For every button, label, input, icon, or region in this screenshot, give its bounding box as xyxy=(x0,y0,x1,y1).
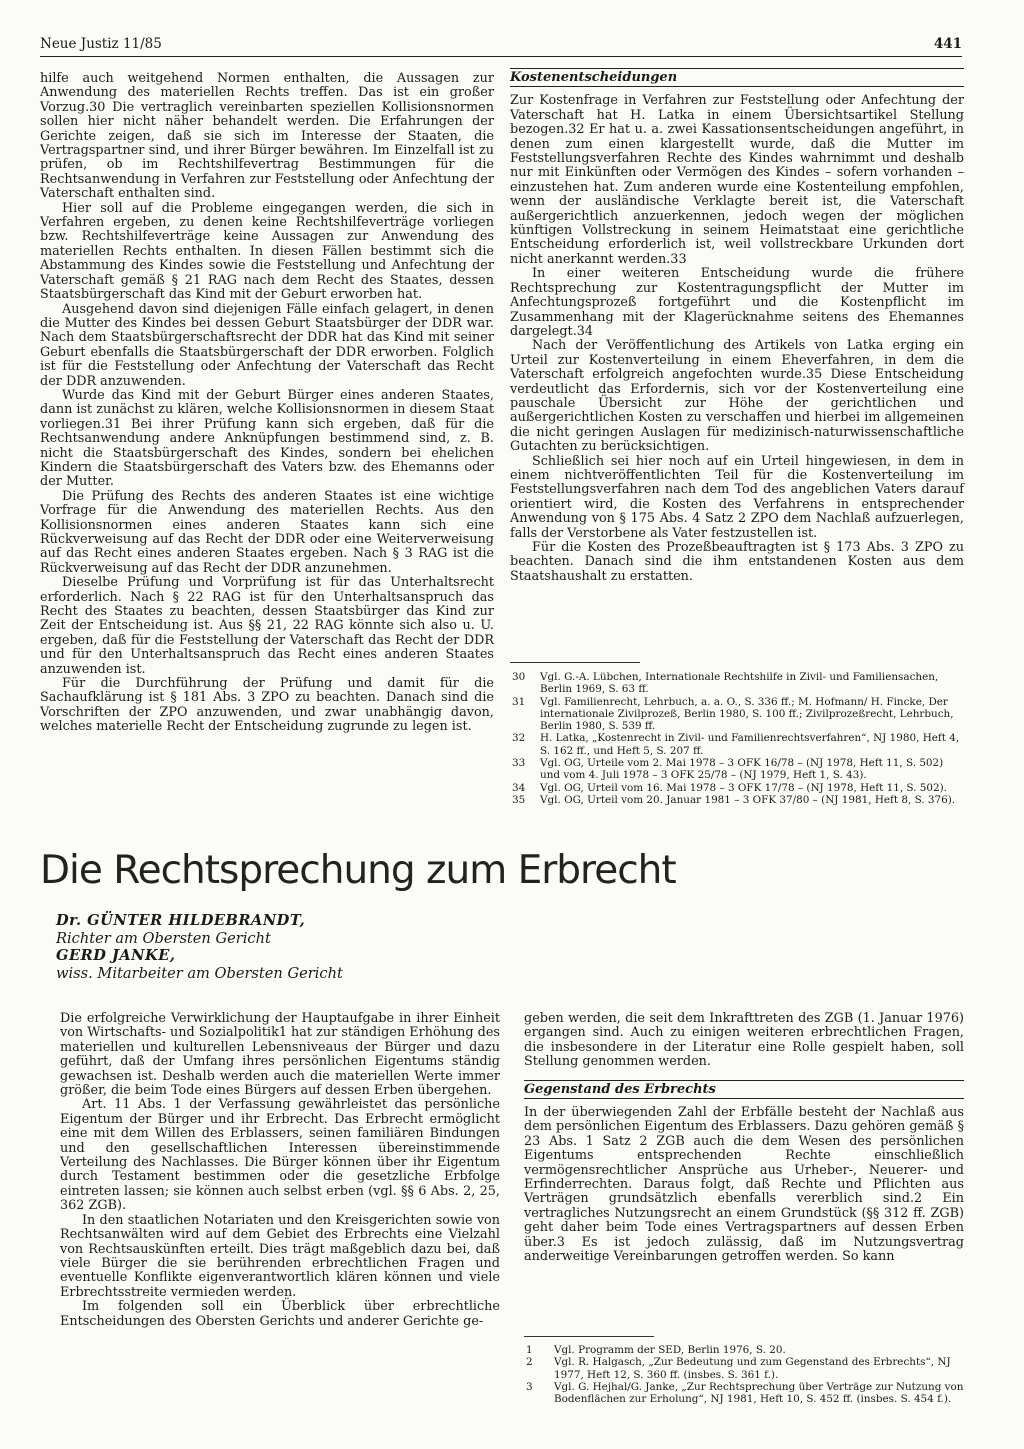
paragraph: hilfe auch weitgehend Normen enthalten, die Aussagen zur Anwendung des materiellen Rechts treffen. Das ist ein großer Vorzug.30 Die vertraglich vereinbarten speziellen Kollisionsnormen sollen hier nicht näher behandelt werden. Die Erfahrungen der Gerichte zeigen, daß sie sich im Interesse der Staaten, die Vertragspartner sind, und ihrer Bürger bewähren. Im Einzelfall ist zu prüfen, ob im Rechtshilfevertrag Bestimmungen für die Rechtsanwendung in Verfahren zur Feststellung oder Anfechtung der Vaterschaft enthalten sind. xyxy=(40,71,494,202)
paragraph: Die erfolgreiche Verwirklichung der Hauptaufgabe in ihrer Einheit von Wirtschafts- und Sozialpolitik1 hat zur ständigen Erhöhung des materiellen und kulturellen Lebensniveaus der Bürger und dazu geführt, daß der Umfang ihres persönlichen Eigentums ständig gewachsen ist. Deshalb werden auch die materiellen Werte immer größer, die beim Tode eines Bürgers auf dessen Erben übergehen. xyxy=(60,1011,500,1099)
footnote: 3 Vgl. G. Hejhal/G. Janke, „Zur Rechtsprechung über Verträge zur Nutzung von Bodenflächen zur Erholung“, NJ 1981, Heft 10, S. 452 ff. (insbes. S. 454 f.). xyxy=(526,1380,964,1406)
author-role: wiss. Mitarbeiter am Obersten Gericht xyxy=(56,964,343,982)
footnote: 1 Vgl. Programm der SED, Berlin 1976, S. 20. xyxy=(526,1344,786,1356)
footnote: 30 Vgl. G.-A. Lübchen, Internationale Rechtshilfe in Zivil- und Familiensachen, Berlin 1969, S. 63 ff. xyxy=(512,671,939,696)
paragraph: Zur Kostenfrage in Verfahren zur Feststellung oder Anfechtung der Vaterschaft hat H. Latka in einem Übersichtsartikel Stellung bezogen.32 Er hat u. a. zwei Kassationsentscheidungen angeführt, in denen zum einen klargestellt wurde, daß die Mutter im Feststellungsverfahren Rechte des Kindes wahrnimmt und deshalb nur mit Einkünften oder Vermögen des Kindes – sofern vorhanden – einzustehen hat. Zum anderen wurde eine Kostenteilung empfohlen, wenn der ausländische Verklagte bereit ist, die Vaterschaft außergerichtlich anzuerkennen, jedoch wegen der möglichen künftigen Vollstreckung in seinem Heimatstaat eine gerichtliche Entscheidung erforderlich ist, weil vollstreckbare Urkunden dort nicht anerkannt werden.33 xyxy=(510,93,964,267)
right-column-top xyxy=(510,68,964,584)
article-title: Die Rechtsprechung zum Erbrecht xyxy=(40,848,676,893)
section-heading-erbrecht: Gegenstand des Erbrechts xyxy=(524,1080,964,1099)
paragraph: Die Prüfung des Rechts des anderen Staates ist eine wichtige Vorfrage für die Anwendung des materiellen Rechts. Aus den Kollisionsnormen eines anderen Staates kann sich eine Rückverweisung auf das Recht der DDR oder eine Weiterverweisung auf das Recht eines anderen Staates ergeben. Nach § 3 RAG ist die Rückverweisung auf das Recht der DDR anzunehmen. xyxy=(40,488,494,576)
paragraph: Nach der Veröffentlichung des Artikels von Latka erging ein Urteil zur Kostenverteilung in einem Eheverfahren, in dem die Vaterschaft erfolgreich angefochten wurde.35 Diese Entscheidung verdeutlicht das Erfordernis, sich vor der Kostenverteilung eine pauschale Übersicht zur Höhe der gerichtlichen und außergerichtlichen Kosten zu verschaffen und hierbei im allgemeinen die nicht geringen Auslagen für medizinisch-naturwissenschaftliche Gutachten zu berücksichtigen. xyxy=(510,338,964,455)
paragraph: Schließlich sei hier noch auf ein Urteil hingewiesen, in dem in einem nichtveröffentlichten Teil für die Kostenverteilung im Feststellungsverfahren nach dem Tod des angeblichen Vaters darauf orientiert wird, die Kosten des Verfahrens in entsprechender Anwendung von § 175 Abs. 4 Satz 2 ZPO dem Nachlaß aufzuerlegen, falls der Verstorbene als Vater festzustellen ist. xyxy=(510,453,964,541)
paragraph: Im folgenden soll ein Überblick über erbrechtliche Entscheidungen des Obersten Gerichts und anderer Gerichte ge- xyxy=(60,1299,500,1329)
section-heading-kosten: Kostenentscheidungen xyxy=(510,68,964,87)
journal-issue: Neue Justiz 11/85 xyxy=(40,36,162,52)
page-header xyxy=(40,36,962,57)
paragraph: geben werden, die seit dem Inkrafttreten des ZGB (1. Januar 1976) ergangen sind. Auch zu einigen weiteren erbrechtlichen Fragen, die insbesondere in der Literatur eine Rolle gespielt haben, soll Stellung genommen werden. xyxy=(524,1011,964,1070)
paragraph: Für die Kosten des Prozeßbeauftragten ist § 173 Abs. 3 ZPO zu beachten. Danach sind die ihm entstandenen Kosten aus dem Staatshaushalt zu erstatten. xyxy=(510,540,964,584)
author-role: Richter am Obersten Gericht xyxy=(56,929,271,947)
paragraph: Hier soll auf die Probleme eingegangen werden, die sich in Verfahren ergeben, zu denen keine Rechtshilfeverträge vorliegen bzw. Rechtshilfeverträge keine Aussagen zur Anwendung des materiellen Rechts enthalten. In diesen Fällen bestimmt sich die Abstammung des Kindes sowie die Feststellung und Anfechtung der Vaterschaft gemäß § 21 RAG nach dem Recht des Staates, dessen Staatsbürgerschaft das Kind mit der Geburt erworben hat. xyxy=(40,200,494,303)
paragraph: Art. 11 Abs. 1 der Verfassung gewährleistet das persönliche Eigentum der Bürger und ihr Erbrecht. Das Erbrecht ermöglicht eine mit dem Willen des Erblassers, seinen familiären Bindungen und den gesellschaftlichen Interessen übereinstimmende Verteilung des Nachlasses. Die Bürger können über ihr Eigentum durch Testament bestimmen oder die gesetzliche Erbfolge eintreten lassen; sie können auch selbst erben (vgl. §§ 6 Abs. 2, 25, 362 ZGB). xyxy=(60,1097,500,1214)
footnote-divider xyxy=(510,662,640,663)
footnote: 32 H. Latka, „Kostenrecht in Zivil- und Familienrechtsverfahren“, NJ 1980, Heft 4, S. 162 ff., und Heft 5, S. 207 ff. xyxy=(512,732,960,757)
paragraph: Ausgehend davon sind diejenigen Fälle einfach gelagert, in denen die Mutter des Kindes bei dessen Geburt Staatsbürger der DDR war. Nach dem Staatsbürgerschaftsrecht der DDR hat das Kind mit seiner Geburt ebenfalls die Staatsbürgerschaft der DDR erworben. Folglich ist für die Feststellung oder Anfechtung der Vaterschaft das Recht der DDR anzuwenden. xyxy=(40,301,494,389)
paragraph: Für die Durchführung der Prüfung und damit für die Sachaufklärung ist § 181 Abs. 3 ZPO zu beachten. Danach sind die Vorschriften der ZPO anzuwenden, und zwar unabhängig davon, welches materielle Recht der Entscheidung zugrunde zu legen ist. xyxy=(40,676,494,735)
paragraph: In der überwiegenden Zahl der Erbfälle besteht der Nachlaß aus dem persönlichen Eigentum des Erblassers. Dazu gehören gemäß § 23 Abs. 1 Satz 2 ZGB auch die dem Wesen des persönlichen Eigentums entsprechenden Rechte einschließlich vermögensrechtlicher Ansprüche aus Urheber-, Neuerer- und Erfinderrechten. Daraus folgt, daß Rechte und Pflichten aus Verträgen grundsätzlich ebenfalls vererblich sind.2 Ein vertragliches Nutzungsrecht an einem Grundstück (§§ 312 ff. ZGB) geht daher beim Tode eines Vertragspartners auf dessen Erben über.3 Es ist jedoch zulässig, daß im Nutzungsvertrag anderweitige Vereinbarungen getroffen werden. So kann xyxy=(524,1105,964,1265)
paragraph: In den staatlichen Notariaten und den Kreisgerichten sowie von Rechtsanwälten wird auf dem Gebiet des Erbrechts eine Vielzahl von Rechtsauskünften erteilt. Dies trägt maßgeblich dazu bei, daß viele Bürger die sie berührenden erbrechtlichen Fragen und eventuelle Konflikte eigenverantwortlich klären können und viele Erbrechtsstreite vermieden werden. xyxy=(60,1212,500,1300)
paragraph: Wurde das Kind mit der Geburt Bürger eines anderen Staates, dann ist zunächst zu klären, welche Kollisionsnormen in diesem Staat vorliegen.31 Bei ihrer Prüfung kann sich ergeben, daß für die Rechtsanwendung andere Anknüpfungen bestimmend sind, z. B. nicht die Staatsbürgerschaft des Kindes, sondern bei ehelichen Kindern die Staatsbürgerschaft des Vaters bzw. des Ehemanns oder der Mutter. xyxy=(40,387,494,490)
footnote: 31 Vgl. Familienrecht, Lehrbuch, a. a. O., S. 336 ff.; M. Hofmann/ H. Fincke, Der internationale Zivilprozeß, Berlin 1980, S. 100 ff.; Zivilprozeßrecht, Lehrbuch, Berlin 1980, S. 539 ff. xyxy=(512,695,954,733)
right-column-bottom xyxy=(524,1012,964,1265)
article-authors xyxy=(56,912,343,982)
author-name: GERD JANKE, xyxy=(56,947,176,964)
left-column-top xyxy=(40,72,494,735)
footnotes-top xyxy=(512,671,964,806)
footnote: 34 Vgl. OG, Urteil vom 16. Mai 1978 – 3 OFK 17/78 – (NJ 1978, Heft 11, S. 502). xyxy=(512,781,947,794)
footnotes-bottom xyxy=(526,1344,964,1405)
footnote-divider xyxy=(524,1336,654,1337)
page-number: 441 xyxy=(933,36,962,52)
paragraph: In einer weiteren Entscheidung wurde die frühere Rechtsprechung zur Kostentragungspflicht der Mutter im Anfechtungsprozeß fortgeführt und die Kostenpflicht im Zusammenhang mit der Klagerücknahme seitens des Ehemannes dargelegt.34 xyxy=(510,266,964,339)
footnote: 2 Vgl. R. Halgasch, „Zur Bedeutung und zum Gegenstand des Erbrechts“, NJ 1977, Heft 12, S. 360 ff. (insbes. S. 361 f.). xyxy=(526,1356,951,1381)
footnote: 33 Vgl. OG, Urteile vom 2. Mai 1978 – 3 OFK 16/78 – (NJ 1978, Heft 11, S. 502) und vom 4. Juli 1978 – 3 OFK 25/78 – (NJ 1979, Heft 1, S. 43). xyxy=(512,757,944,782)
left-column-bottom xyxy=(60,1012,500,1329)
footnote: 35 Vgl. OG, Urteil vom 20. Januar 1981 – 3 OFK 37/80 – (NJ 1981, Heft 8, S. 376). xyxy=(512,793,956,806)
author-name: Dr. GÜNTER HILDEBRANDT, xyxy=(56,912,306,929)
paragraph: Dieselbe Prüfung und Vorprüfung ist für das Unterhaltsrecht erforderlich. Nach § 22 RAG ist für den Unterhaltsanspruch das Recht des Staates zu beachten, dessen Staatsbürger das Kind zur Zeit der Entscheidung ist. Aus §§ 21, 22 RAG könnte sich also u. U. ergeben, daß für die Feststellung der Vaterschaft das Recht der DDR und für den Unterhaltsanspruch das Recht eines anderen Staates anzuwenden ist. xyxy=(40,575,494,677)
